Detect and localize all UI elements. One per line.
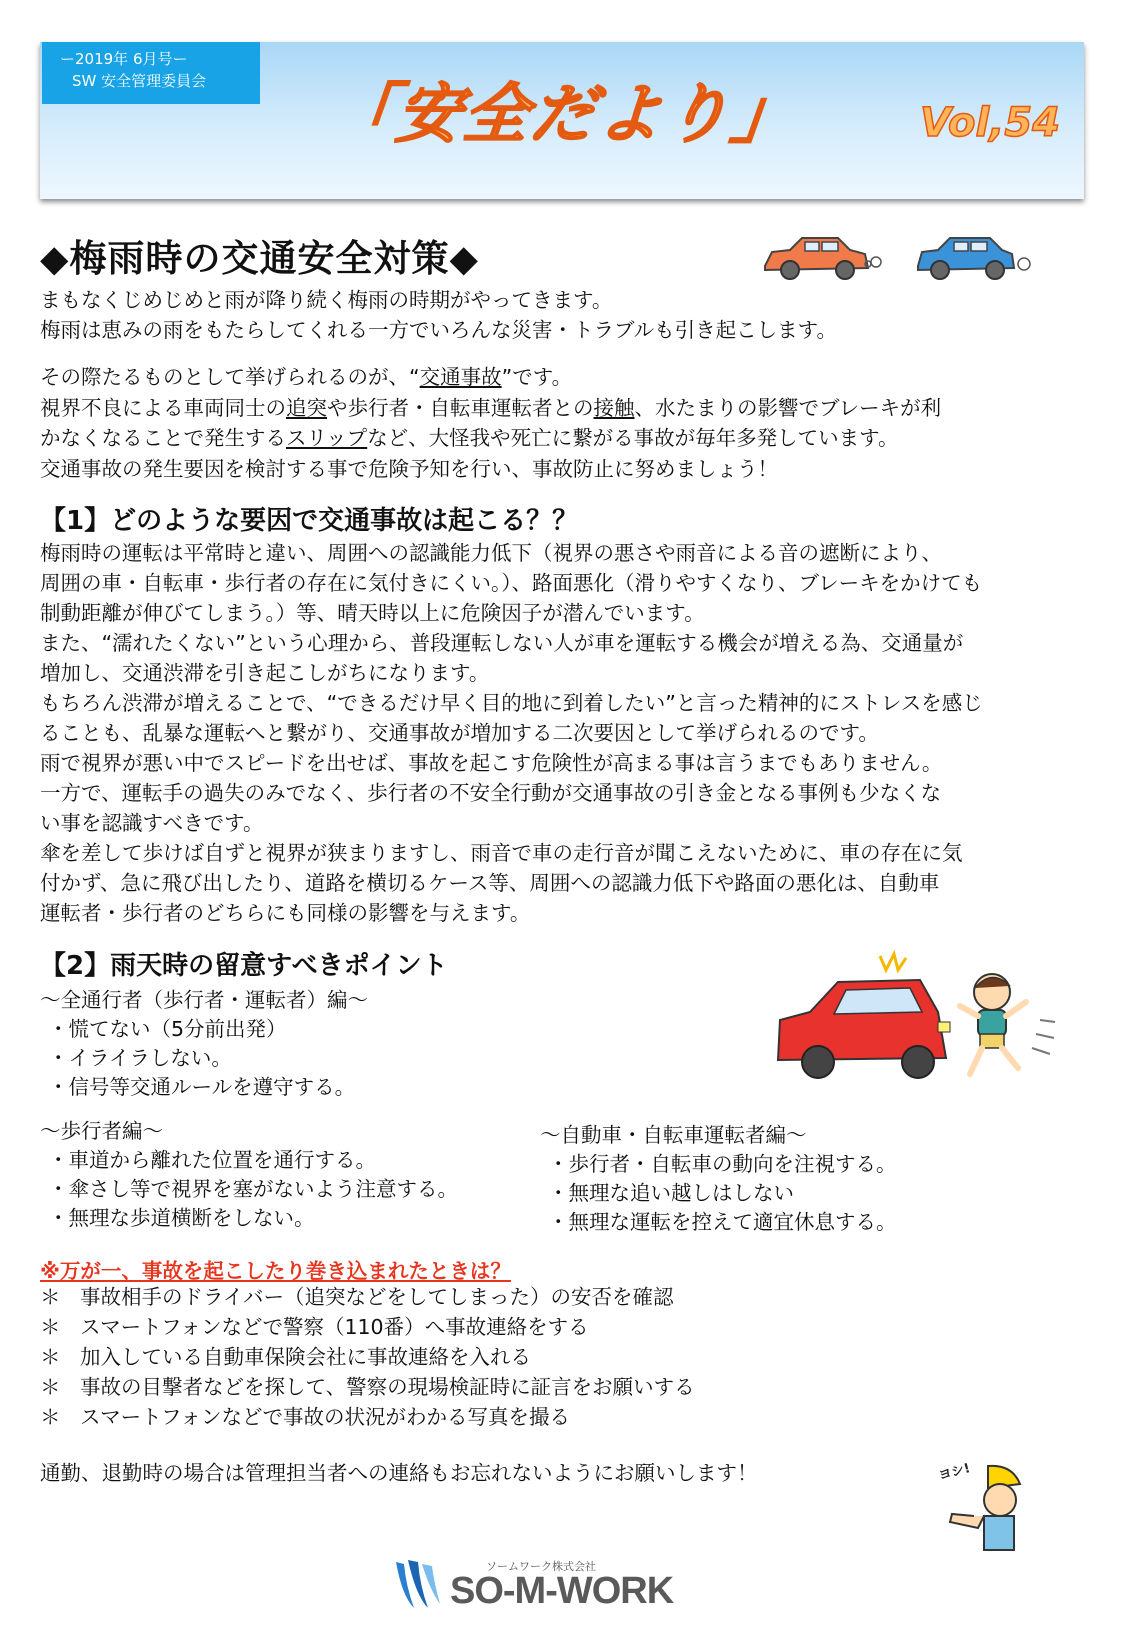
section-1-line: もちろん渋滞が増えることで、“できるだけ早く目的地に到着したい”と言った精神的にストレスを感じ	[40, 691, 983, 715]
intro-line-1: まもなくじめじめと雨が降り続く梅雨の時期がやってきます。	[40, 288, 613, 312]
pedestrian-item: ・車道から離れた位置を通行する。	[48, 1148, 376, 1172]
article-line-4: 交通事故の発生要因を検討する事で危険予知を行い、事故防止に努めましょう！	[40, 457, 778, 481]
company-logo-icon	[392, 1556, 444, 1612]
two-cars-illustration	[760, 228, 1040, 288]
driver-item: ・無理な追い越しはしない	[548, 1181, 794, 1205]
article-line-3: かなくなることで発生するスリップなど、大怪我や死亡に繋がる事故が毎年多発しています。	[40, 426, 899, 450]
company-logo-text: SO-M-WORK	[450, 1570, 674, 1612]
emergency-item: ＊ スマートフォンなどで警察（110番）へ事故連絡をする	[40, 1315, 589, 1339]
emergency-item: ＊ 加入している自動車保険会社に事故連絡を入れる	[40, 1345, 531, 1369]
all-users-item: ・信号等交通ルールを遵守する。	[48, 1075, 356, 1099]
red-car-icon	[765, 238, 881, 279]
main-heading: ◆梅雨時の交通安全対策◆	[40, 237, 479, 280]
car-pedestrian-illustration	[770, 950, 1070, 1080]
section-1-heading: 【1】どのような要因で交通事故は起こる？？	[40, 506, 579, 536]
article-line-1: その際たるものとして挙げられるのが、“交通事故”です。	[40, 365, 573, 389]
volume-number: Vol,54	[920, 100, 1061, 146]
section-1-line: 運転者・歩行者のどちらにも同様の影響を与えます。	[40, 901, 531, 925]
all-users-title: ～全通行者（歩行者・運転者）編～	[40, 988, 368, 1012]
company-name-small: ソームワーク株式会社	[486, 1560, 596, 1573]
pedestrian-title: ～歩行者編～	[40, 1119, 163, 1143]
blue-car-icon	[918, 238, 1030, 279]
keyword-traffic-accident: 交通事故	[419, 365, 502, 389]
running-child-icon	[960, 974, 1026, 1074]
mascot-pointing-icon	[937, 1460, 1030, 1560]
driver-item: ・無理な運転を控えて適宜休息する。	[548, 1210, 897, 1234]
mascot-speech: ヨシ!	[937, 1461, 972, 1484]
section-1-line: 制動距離が伸びてしまう。）等、晴天時以上に危険因子が潜んでいます。	[40, 601, 705, 625]
section-2-heading: 【2】雨天時の留意すべきポイント	[40, 951, 448, 981]
newsletter-title: 「安全だより」	[326, 78, 803, 152]
section-1-line: 増加し、交通渋滞を引き起こしがちになります。	[40, 661, 490, 685]
emergency-item: ＊ スマートフォンなどで事故の状況がわかる写真を撮る	[40, 1405, 570, 1429]
emergency-item: ＊ 事故相手のドライバー（追突などをしてしまった）の安否を確認	[40, 1285, 674, 1309]
driver-title: ～自動車・自転車運転者編～	[540, 1123, 807, 1147]
driver-item: ・歩行者・自転車の動向を注視する。	[548, 1152, 897, 1176]
closing-message: 通勤、退勤時の場合は管理担当者への連絡もお忘れないようにお願いします！	[40, 1461, 758, 1485]
issue-date: ー2019年 6月号ー	[60, 50, 188, 68]
section-1-line: 梅雨時の運転は平常時と違い、周囲への認識能力低下（視界の悪さや雨音による音の遮断により、	[40, 541, 942, 565]
section-1-line: 一方で、運転手の過失のみでなく、歩行者の不安全行動が交通事故の引き金となる事例も少なくな	[40, 781, 942, 805]
section-1-line: い事を認識すべきです。	[40, 811, 264, 835]
section-1-line: 付かず、急に飛び出したり、道路を横切るケース等、周囲への認識力低下や路面の悪化は、自動車	[40, 871, 940, 895]
section-1-line: 周囲の車・自転車・歩行者の存在に気付きにくい。）、路面悪化（滑りやすくなり、ブレーキをかけても	[40, 571, 983, 595]
emergency-heading: ※万が一、事故を起こしたり巻き込まれたときは？	[40, 1259, 511, 1283]
section-1-line: ることも、乱暴な運転へと繋がり、交通事故が増加する二次要因として挙げられるのです。	[40, 721, 879, 745]
article-line-2: 視界不良による車両同士の追突や歩行者・自転車運転者との接触、水たまりの影響でブレーキが利	[40, 396, 942, 420]
pedestrian-item: ・無理な歩道横断をしない。	[48, 1206, 315, 1230]
issue-info-box	[42, 42, 260, 104]
alert-spark-icon	[880, 954, 906, 970]
section-1-line: 雨で視界が悪い中でスピードを出せば、事故を起こす危険性が高まる事は言うまでもありません。	[40, 751, 943, 775]
section-1-line: また、“濡れたくない”という心理から、普段運転しない人が車を運転する機会が増える為、交通量が	[40, 631, 964, 655]
all-users-item: ・慌てない（5分前出発）	[48, 1017, 287, 1041]
intro-line-2: 梅雨は恵みの雨をもたらしてくれる一方でいろんな災害・トラブルも引き起こします。	[40, 318, 838, 342]
emergency-item: ＊ 事故の目撃者などを探して、警察の現場検証時に証言をお願いする	[40, 1375, 695, 1399]
pedestrian-item: ・傘さし等で視界を塞がないよう注意する。	[48, 1177, 458, 1201]
committee-name: SW 安全管理委員会	[72, 72, 207, 90]
all-users-item: ・イライラしない。	[48, 1046, 232, 1070]
section-1-line: 傘を差して歩けば自ずと視界が狭まりますし、雨音で車の走行音が聞こえないために、車の存在に気	[40, 841, 963, 865]
